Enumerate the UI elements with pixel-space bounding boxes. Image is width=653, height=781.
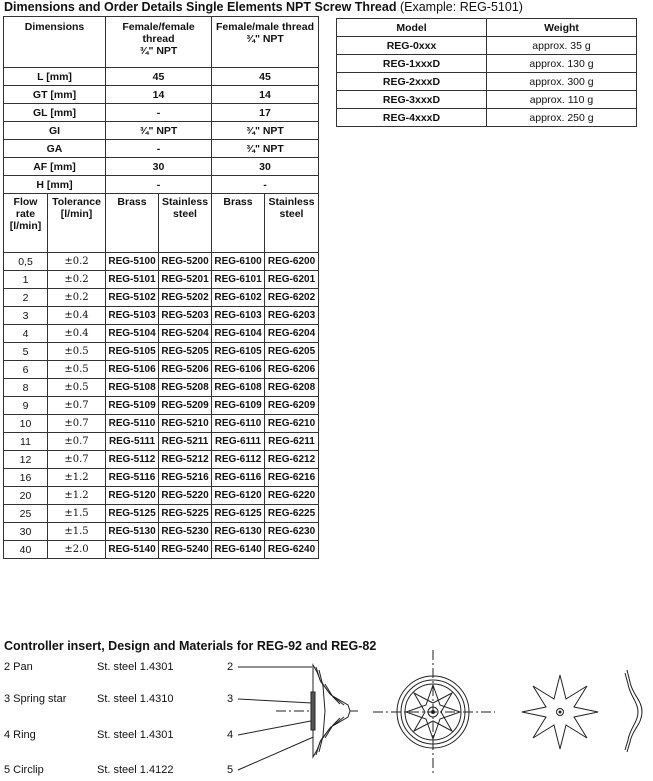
dimension-ff-value: - [106,104,212,122]
tolerance-cell: ±0.5 [48,361,106,379]
order-code-cell: REG-6106 [212,361,265,379]
flow-rate-cell: 40 [4,541,48,559]
flow-rate-cell: 4 [4,325,48,343]
tolerance-cell: ±0.5 [48,379,106,397]
order-code-cell: REG-5209 [159,397,212,415]
order-code-cell: REG-6205 [265,343,319,361]
order-code-cell: REG-6108 [212,379,265,397]
order-code-cell: REG-5130 [106,523,159,541]
flow-rate-cell: 16 [4,469,48,487]
header-model: Model [337,19,487,37]
order-code-cell: REG-6216 [265,469,319,487]
tolerance-cell: ±2.0 [48,541,106,559]
order-code-cell: REG-6220 [265,487,319,505]
weight-cell: approx. 300 g [487,73,637,91]
order-code-cell: REG-5211 [159,433,212,451]
dimension-label: GA [4,140,106,158]
part-material: St. steel 1.4122 [97,764,174,776]
header-line: steel [173,208,197,220]
order-code-cell: REG-6211 [265,433,319,451]
tolerance-cell: ±0.5 [48,343,106,361]
flow-rate-cell: 5 [4,343,48,361]
order-code-cell: REG-5109 [106,397,159,415]
order-code-cell: REG-6109 [212,397,265,415]
order-code-cell: REG-6225 [265,505,319,523]
order-code-cell: REG-6110 [212,415,265,433]
order-code-cell: REG-5125 [106,505,159,523]
order-code-cell: REG-6111 [212,433,265,451]
header-female-male: Female/male thread ¾" NPT [212,17,319,68]
side-view-drawing [276,665,358,757]
order-code-cell: REG-5240 [159,541,212,559]
weight-cell: approx. 130 g [487,55,637,73]
header-brass-1: Brass [106,194,159,253]
order-code-cell: REG-6206 [265,361,319,379]
weight-cell: approx. 35 g [487,37,637,55]
header-line: Tolerance [52,196,101,208]
order-code-cell: REG-5220 [159,487,212,505]
dimension-fm-value: 45 [212,68,319,86]
header-line: Stainless [161,196,209,208]
tolerance-cell: ±0.2 [48,289,106,307]
dimension-ff-value: 14 [106,86,212,104]
order-code-cell: REG-5110 [106,415,159,433]
order-code-cell: REG-6209 [265,397,319,415]
header-line: steel [279,208,304,220]
order-code-cell: REG-6240 [265,541,319,559]
tolerance-cell: ±0.4 [48,325,106,343]
model-cell: REG-4xxxD [337,109,487,127]
spring-star-drawing [522,675,598,749]
leader-line-5 [238,735,318,770]
dimension-label: GI [4,122,106,140]
order-code-cell: REG-6212 [265,451,319,469]
order-code-cell: REG-5105 [106,343,159,361]
part-material: St. steel 1.4301 [97,661,174,673]
part-callout-number: 2 [227,661,234,673]
order-code-cell: REG-5116 [106,469,159,487]
model-cell: REG-2xxxD [337,73,487,91]
order-code-cell: REG-5203 [159,307,212,325]
section2-title: Controller insert, Design and Materials for REG-92 and REG-82 [4,639,377,653]
flow-rate-cell: 12 [4,451,48,469]
dimension-fm-value: - [212,176,319,194]
part-material: St. steel 1.4301 [97,729,174,741]
order-code-cell: REG-5120 [106,487,159,505]
order-code-cell: REG-6116 [212,469,265,487]
order-code-cell: REG-6200 [265,253,319,271]
order-code-cell: REG-5201 [159,271,212,289]
order-code-cell: REG-6100 [212,253,265,271]
order-code-cell: REG-5140 [106,541,159,559]
order-code-cell: REG-6208 [265,379,319,397]
part-material: St. steel 1.4310 [97,693,174,705]
dimension-ff-value: - [106,140,212,158]
part-callout-number: 4 [227,729,234,741]
order-code-cell: REG-6120 [212,487,265,505]
order-code-cell: REG-5212 [159,451,212,469]
order-code-cell: REG-5103 [106,307,159,325]
order-code-cell: REG-6202 [265,289,319,307]
flow-rate-cell: 8 [4,379,48,397]
tolerance-cell: ±0.2 [48,271,106,289]
header-dimensions: Dimensions [4,17,106,68]
tolerance-cell: ±0.4 [48,307,106,325]
flow-rate-cell: 1 [4,271,48,289]
part-callout-number: 3 [227,693,234,705]
order-code-cell: REG-5208 [159,379,212,397]
order-code-cell: REG-6102 [212,289,265,307]
weight-cell: approx. 110 g [487,91,637,109]
order-code-cell: REG-6104 [212,325,265,343]
part-callout-number: 5 [227,764,234,776]
tolerance-cell: ±1.5 [48,523,106,541]
order-code-cell: REG-5101 [106,271,159,289]
header-line: [l/min] [9,220,42,232]
order-code-cell: REG-5202 [159,289,212,307]
flow-rate-cell: 20 [4,487,48,505]
dimension-fm-value: ¾" NPT [212,122,319,140]
order-code-cell: REG-6230 [265,523,319,541]
dimension-fm-value: ¾" NPT [212,140,319,158]
dimension-fm-value: 30 [212,158,319,176]
dimension-ff-value: - [106,176,212,194]
order-code-cell: REG-6125 [212,505,265,523]
tolerance-cell: ±1.2 [48,469,106,487]
order-code-cell: REG-5230 [159,523,212,541]
dimension-ff-value: 30 [106,158,212,176]
order-code-cell: REG-5210 [159,415,212,433]
part-name: 5 Circlip [4,764,44,776]
title-example: (Example: REG-5101) [399,0,523,14]
tolerance-cell: ±0.7 [48,451,106,469]
tolerance-cell: ±0.7 [48,433,106,451]
order-code-cell: REG-5100 [106,253,159,271]
flow-rate-cell: 0,5 [4,253,48,271]
tolerance-cell: ±0.7 [48,415,106,433]
pan-side-drawing [625,670,642,752]
flow-rate-cell: 25 [4,505,48,523]
header-brass-2: Brass [212,194,265,253]
header-line: thread [142,33,175,45]
leader-line-4 [238,720,316,735]
weight-cell: approx. 250 g [487,109,637,127]
order-code-cell: REG-6204 [265,325,319,343]
header-line: [l/min] [60,208,93,220]
order-code-cell: REG-5108 [106,379,159,397]
page-title: Dimensions and Order Details Single Elements NPT Screw Thread (Example: REG-5101) [4,0,523,14]
header-line: Stainless [268,196,315,208]
tolerance-cell: ±0.2 [48,253,106,271]
part-name: 4 Ring [4,729,36,741]
part-name: 3 Spring star [4,693,67,705]
dimension-ff-value: 45 [106,68,212,86]
header-line: rate [15,208,36,220]
header-weight: Weight [487,19,637,37]
header-line: Flow [13,196,38,208]
order-code-cell: REG-6201 [265,271,319,289]
order-code-cell: REG-6140 [212,541,265,559]
model-cell: REG-1xxxD [337,55,487,73]
order-code-cell: REG-5216 [159,469,212,487]
dimension-fm-value: 14 [212,86,319,104]
dimension-fm-value: 17 [212,104,319,122]
flow-rate-cell: 11 [4,433,48,451]
tolerance-cell: ±1.2 [48,487,106,505]
flow-rate-cell: 3 [4,307,48,325]
order-code-cell: REG-6203 [265,307,319,325]
order-code-cell: REG-5205 [159,343,212,361]
order-code-cell: REG-6105 [212,343,265,361]
part-name: 2 Pan [4,661,33,673]
order-code-cell: REG-6130 [212,523,265,541]
order-code-cell: REG-5225 [159,505,212,523]
order-code-cell: REG-6210 [265,415,319,433]
header-line: ¾" NPT [139,45,178,57]
flow-rate-cell: 2 [4,289,48,307]
dimension-ff-value: ¾" NPT [106,122,212,140]
dimension-label: GT [mm] [4,86,106,104]
order-code-cell: REG-6101 [212,271,265,289]
dimension-label: GL [mm] [4,104,106,122]
order-code-cell: REG-5200 [159,253,212,271]
order-code-cell: REG-6112 [212,451,265,469]
front-view-drawing [373,650,495,774]
flow-rate-cell: 9 [4,397,48,415]
tolerance-cell: ±0.7 [48,397,106,415]
dimension-label: H [mm] [4,176,106,194]
order-code-cell: REG-5204 [159,325,212,343]
flow-rate-cell: 6 [4,361,48,379]
flow-rate-cell: 30 [4,523,48,541]
order-code-cell: REG-5112 [106,451,159,469]
dimension-label: AF [mm] [4,158,106,176]
header-line: Female/female [122,21,195,33]
order-code-cell: REG-5111 [106,433,159,451]
order-code-cell: REG-5206 [159,361,212,379]
dimension-label: L [mm] [4,68,106,86]
model-cell: REG-0xxx [337,37,487,55]
order-code-cell: REG-5104 [106,325,159,343]
order-code-cell: REG-5106 [106,361,159,379]
order-code-cell: REG-5102 [106,289,159,307]
flow-rate-cell: 10 [4,415,48,433]
model-cell: REG-3xxxD [337,91,487,109]
leader-line-3 [238,699,312,703]
tolerance-cell: ±1.5 [48,505,106,523]
order-code-cell: REG-6103 [212,307,265,325]
